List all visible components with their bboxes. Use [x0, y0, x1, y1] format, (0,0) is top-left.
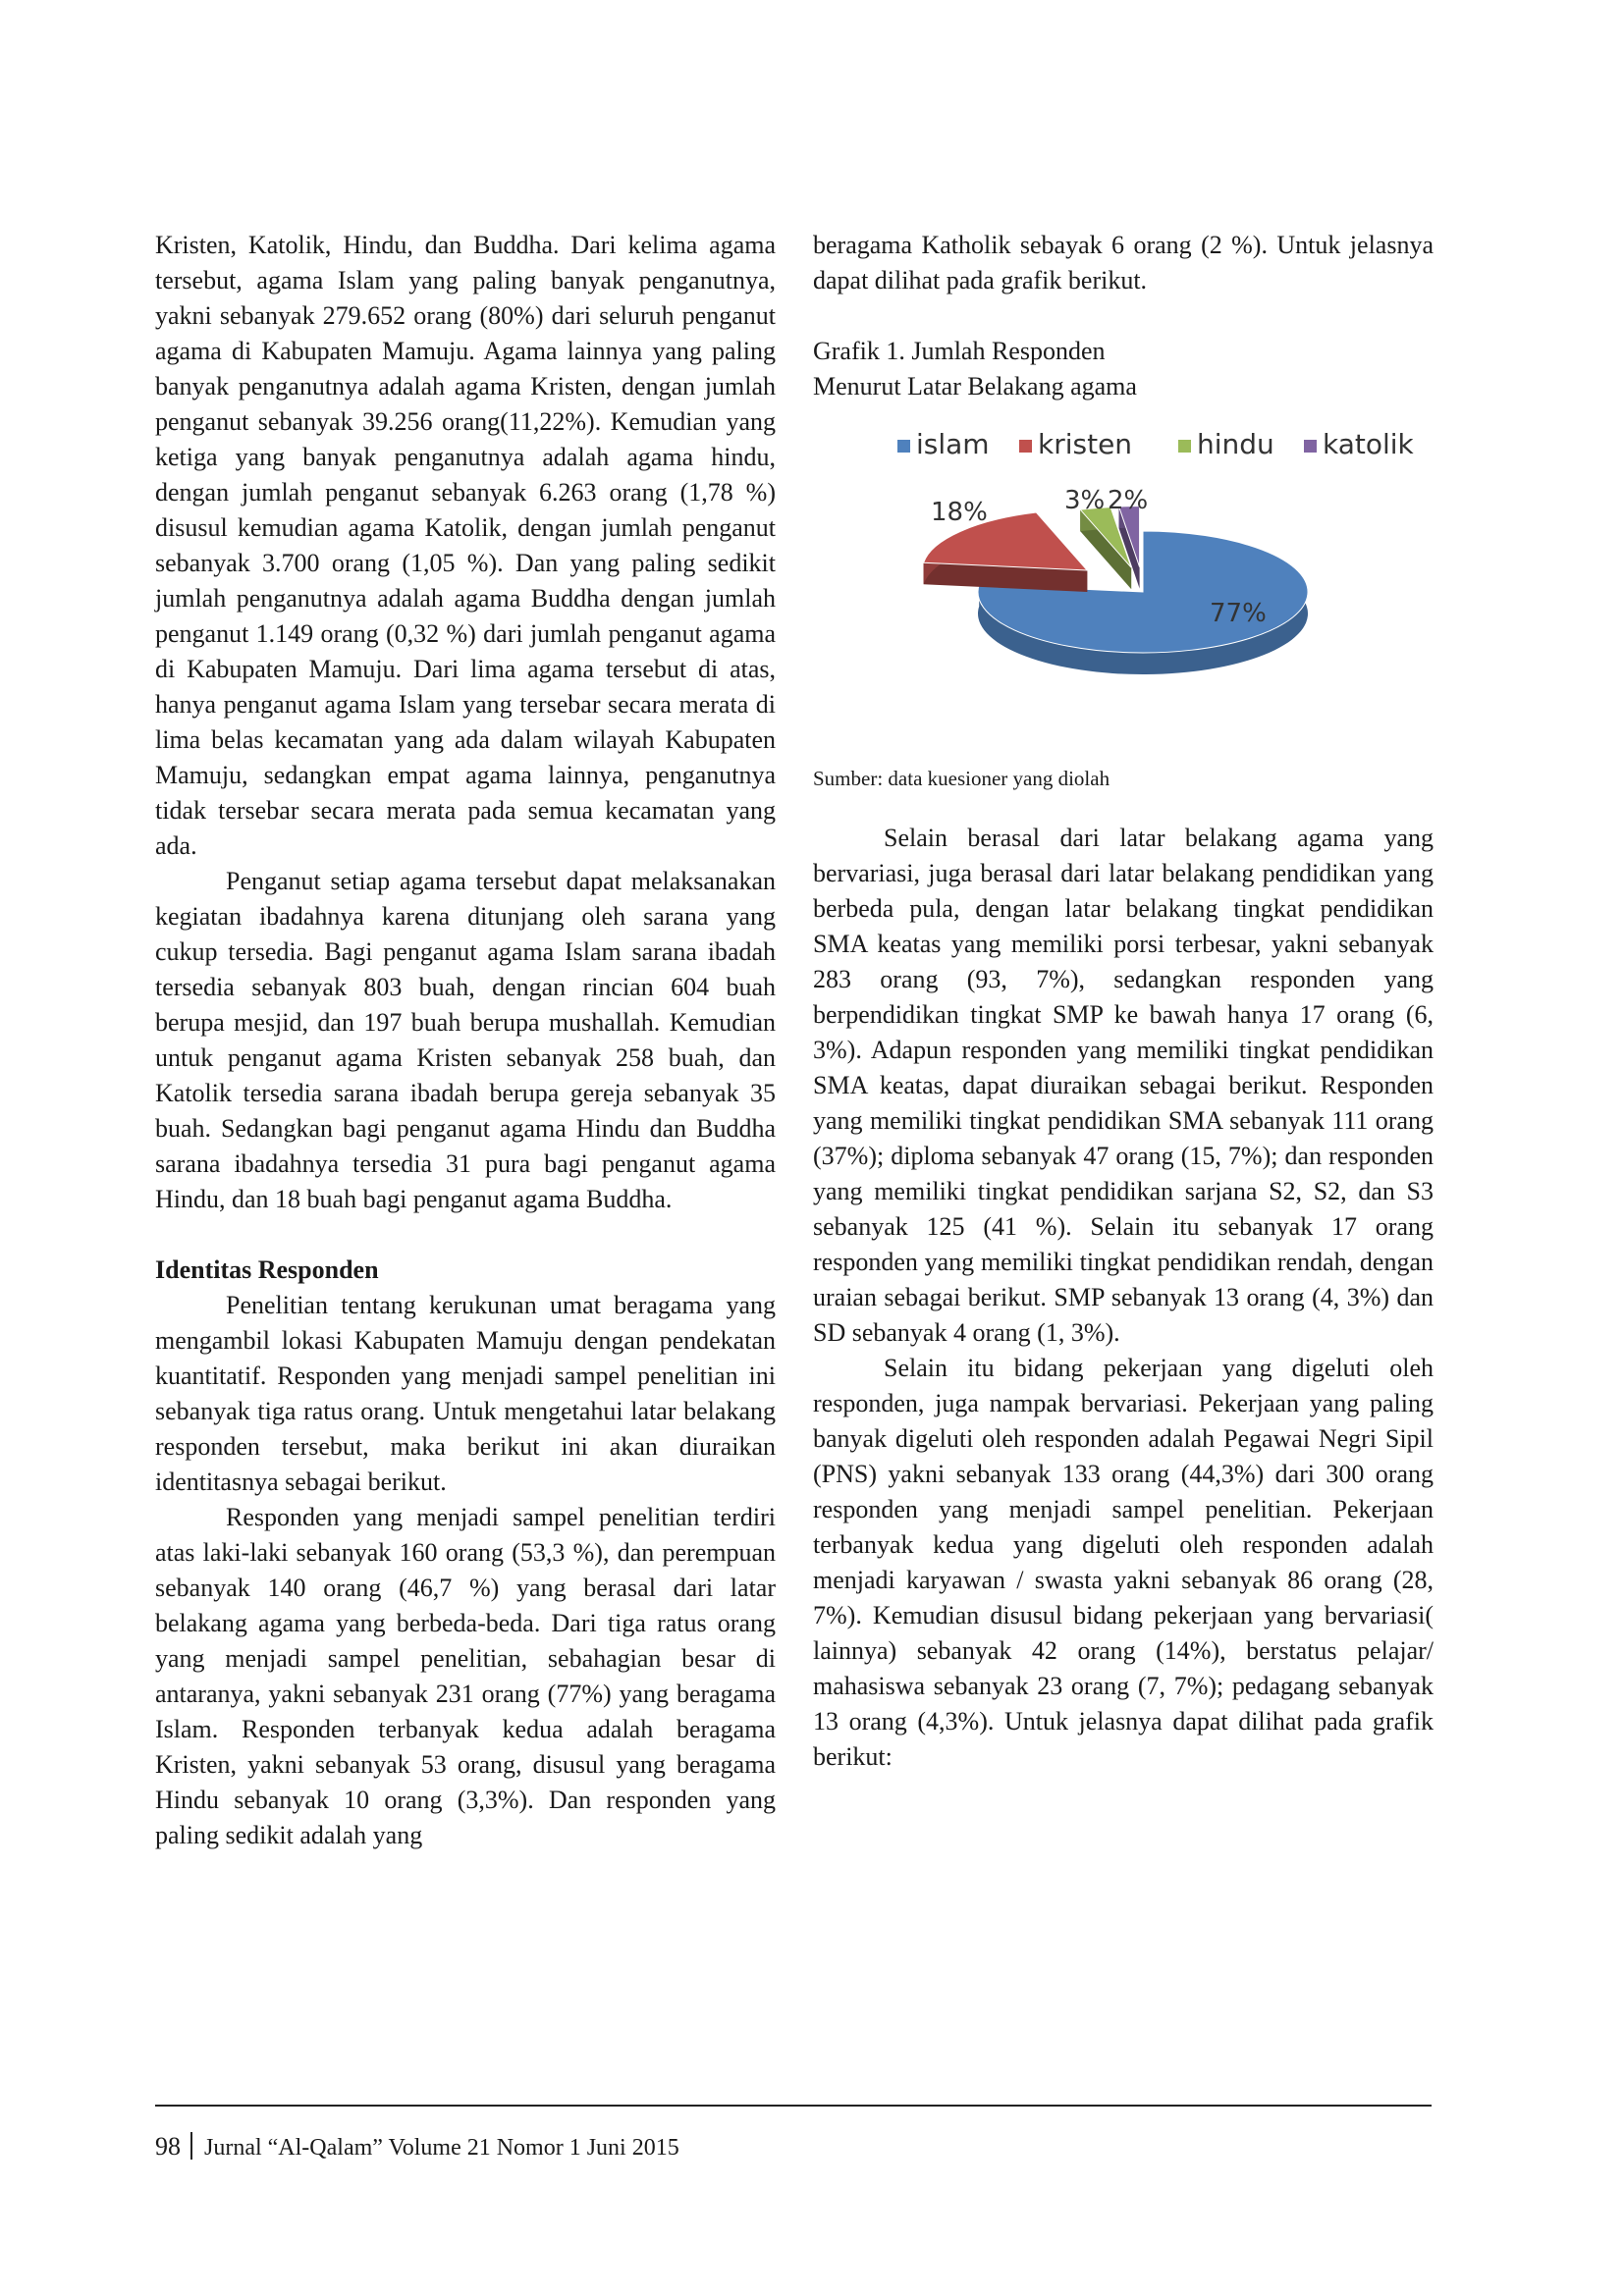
figure-title-line1: Grafik 1. Jumlah Responden [813, 337, 1106, 365]
body-paragraph: Selain itu bidang pekerjaan yang digeluti oleh responden, juga nampak bervariasi. Pekerjaan yang paling banyak digeluti oleh responden adalah Pegawai Negri Sipil (PNS) yakni sebanyak 133 orang (44,3%) dari 300 orang responden yang menjadi sampel penelitian. Pekerjaan terbanyak kedua yang digeluti oleh responden adalah menjadi karyawan / swasta yakni sebanyak 86 orang (28, 7%). Kemudian disusul bidang pekerjaan yang bervariasi( lainnya) sebanyak 42 orang (14%), berstatus pelajar/ mahasiswa sebanyak 23 orang (7, 7%); pedagang sebanyak 13 orang (4,3%). Untuk jelasnya dapat dilihat pada grafik berikut: [813, 1354, 1434, 1771]
legend-swatch-katolik [1304, 440, 1317, 453]
body-paragraph: Selain berasal dari latar belakang agama yang bervariasi, juga berasal dari latar belakang pendidikan yang berbeda pula, dengan latar belakang tingkat pendidikan SMA keatas yang memiliki porsi terbesar, yakni sebanyak 283 orang (93, 7%), sedangkan responden yang berpendidikan tingkat SMP ke bawah hanya 17 orang (6, 3%). Adapun responden yang memiliki tingkat pendidikan SMA keatas, dapat diuraikan sebagai berikut. Responden yang memiliki tingkat pendidikan SMA sebanyak 111 orang (37%); diploma sebanyak 47 orang (15, 7%); dan responden yang memiliki tingkat pendidikan sarjana S2, S2, dan S3 sebanyak 125 (41 %). Selain itu sebanyak 17 orang responden yang memiliki tingkat pendidikan rendah, dengan uraian sebagai berikut. SMP sebanyak 13 orang (4, 3%) dan SD sebanyak 4 orang (1, 3%). [813, 824, 1434, 1347]
body-paragraph: Penelitian tentang kerukunan umat beragama yang mengambil lokasi Kabupaten Mamuju dengan pendekatan kuantitatif. Responden yang menjadi sampel penelitian ini sebanyak tiga ratus orang. Untuk mengetahui latar belakang responden tersebut, maka berikut ini akan diuraikan identitasnya sebagai berikut. [155, 1291, 776, 1496]
data-label-hindu: 3% [1064, 486, 1106, 515]
data-label-islam: 77% [1210, 599, 1267, 628]
legend-swatch-islam [897, 440, 910, 453]
body-paragraph: Responden yang menjadi sampel penelitian terdiri atas laki-laki sebanyak 160 orang (53,3 %), dan perempuan sebanyak 140 orang (46,7 %) yang berasal dari latar belakang agama yang berbeda-beda. Dari tiga ratus orang yang menjadi sampel penelitian, sebahagian besar di antaranya, yakni sebanyak 231 orang (77%) yang beragama Islam. Responden terbanyak kedua adalah beragama Kristen, yakni sebanyak 53 orang, disusul yang beragama Hindu sebanyak 10 orang (3,3%). Dan responden yang paling sedikit adalah yang [155, 1503, 776, 1849]
page-footer [155, 2132, 679, 2163]
legend-label-islam: islam [916, 428, 990, 460]
legend-swatch-hindu [1178, 440, 1191, 453]
chart-slices [924, 507, 1308, 674]
body-paragraph: Penganut setiap agama tersebut dapat melaksanakan kegiatan ibadahnya karena ditunjang oleh sarana yang cukup tersedia. Bagi penganut agama Islam sarana ibadah tersedia sebanyak 803 buah, dengan rincian 604 buah berupa mesjid, dan 197 buah berupa mushallah. Kemudian untuk penganut agama Kristen sebanyak 258 buah, dan Katolik tersedia sarana ibadah berupa gereja sebanyak 35 buah. Sedangkan bagi penganut agama Hindu dan Buddha sarana ibadahnya tersedia 31 pura bagi penganut agama Hindu, dan 18 buah bagi penganut agama Buddha. [155, 867, 776, 1213]
legend-label-katolik: katolik [1323, 428, 1414, 460]
right-column [813, 228, 1434, 1775]
chart-legend [897, 428, 1415, 460]
body-paragraph: beragama Katholik sebayak 6 orang (2 %). Untuk jelasnya dapat dilihat pada grafik berikut. [813, 231, 1434, 294]
body-paragraph: Kristen, Katolik, Hindu, dan Buddha. Dari kelima agama tersebut, agama Islam yang paling banyak penganutnya, yakni sebanyak 279.652 orang (80%) dari seluruh penganut agama di Kabupaten Mamuju. Agama lainnya yang paling banyak penganutnya adalah agama Kristen, dengan jumlah penganut sebanyak 39.256 orang(11,22%). Kemudian yang ketiga yang banyak penganutnya adalah agama hindu, dengan jumlah penganut sebanyak 6.263 orang (1,78 %) disusul kemudian agama Katolik, dengan jumlah penganut sebanyak 3.700 orang (1,05 %). Dan yang paling sedikit jumlah penganutnya adalah agama Buddha dengan jumlah penganut 1.149 orang (0,32 %) dari jumlah penganut agama di Kabupaten Mamuju. Dari lima agama tersebut di atas, hanya penganut agama Islam yang tersebar secara merata di lima belas kecamatan yang ada dalam wilayah Kabupaten Mamuju, sedangkan empat agama lainnya, penganutnya tidak tersebar secara merata pada semua kecamatan yang ada. [155, 231, 776, 860]
figure-source: Sumber: data kuesioner yang diolah [813, 767, 1110, 790]
legend-label-hindu: hindu [1197, 428, 1274, 460]
figure-title-line2: Menurut Latar Belakang agama [813, 372, 1137, 400]
page-number: 98 [155, 2132, 181, 2161]
data-label-katolik: 2% [1108, 486, 1149, 515]
section-heading: Identitas Responden [155, 1255, 379, 1284]
footer-separator [190, 2132, 192, 2160]
legend-label-kristen: kristen [1038, 428, 1133, 460]
data-label-kristen: 18% [931, 498, 988, 527]
footer-rule [155, 2105, 1432, 2107]
journal-name: Jurnal “Al-Qalam” Volume 21 Nomor 1 Juni 2015 [204, 2135, 679, 2161]
legend-swatch-kristen [1019, 440, 1032, 453]
pie-chart [813, 410, 1434, 764]
left-column [155, 228, 776, 1853]
pie-chart-svg [813, 410, 1434, 764]
